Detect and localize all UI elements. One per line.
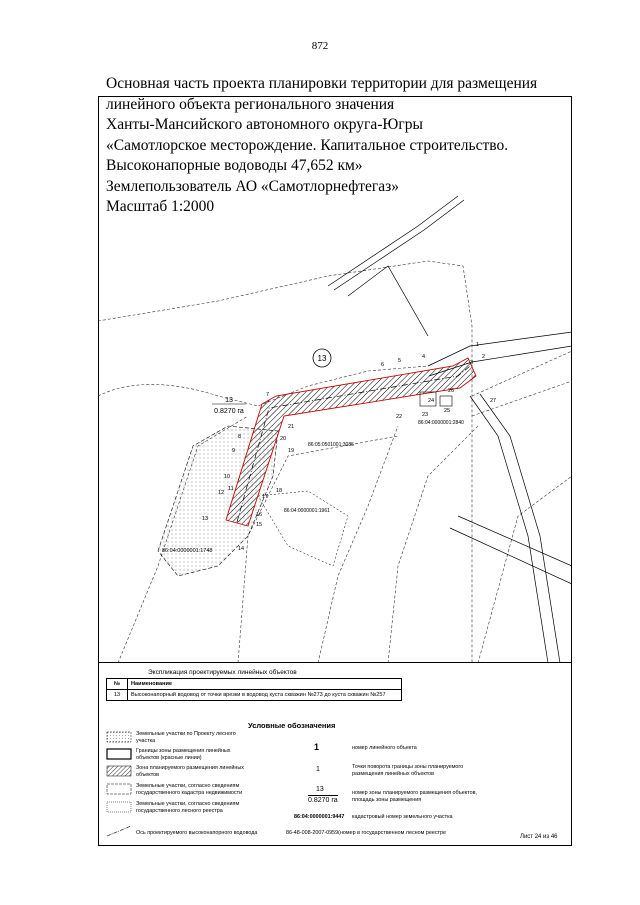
- map-divider: [98, 662, 572, 663]
- point-label: 22: [396, 414, 403, 420]
- legend-right-symbol-2b: 0.8270 га: [308, 797, 338, 804]
- point-label: 12: [218, 490, 225, 496]
- header-name: Наименование: [128, 679, 402, 690]
- parcel-label-3085: 86:05:0501001:3085: [308, 442, 354, 448]
- legend-right-text-1: Точки поворота границы зоны планируемого размещения линейных объектов: [352, 764, 464, 777]
- row-name: Высоконапорный водовод от точки врезки в водовод куста скважин №273 до куста скважин №257: [128, 690, 402, 701]
- legend-swatch-zone: [106, 765, 132, 777]
- legend-right-divider: [308, 795, 338, 796]
- heading-line: Высоконапорные водоводы 47,652 км»: [106, 157, 363, 174]
- legend-swatch-forest: [106, 731, 132, 743]
- legend-swatch-cadastre: [106, 783, 132, 795]
- explication-title: Экспликация проектируемых линейных объектов: [148, 669, 297, 676]
- point-label: 17: [262, 494, 269, 500]
- legend-swatch-axis: [106, 825, 132, 837]
- legend-left-3: Земельные участки, согласно сведениям государственного кадастра недвижимости: [136, 783, 243, 796]
- sheet-number: Лист 24 из 46: [520, 834, 558, 840]
- parcel-label-2840: 86:04:0000001:2840: [418, 420, 464, 426]
- point-label: 20: [280, 436, 287, 442]
- legend-right-text-2: номер зоны планируемого размещения объектов, площадь зоны размещения: [352, 790, 477, 803]
- legend-left-1: Границы зоны размещения линейных объектов (красные линии): [136, 748, 231, 761]
- legend-right-symbol-1: 1: [316, 766, 320, 773]
- point-label: 5: [398, 358, 402, 364]
- point-label: 7: [266, 392, 270, 398]
- point-label: 25: [444, 408, 451, 414]
- zone-label-area: 0.8270 га: [214, 408, 244, 415]
- point-label: 18: [276, 488, 283, 494]
- road-corridors: [328, 196, 572, 663]
- background-parcels: [98, 261, 572, 663]
- legend-left-0: Земельные участки по Проекту лесного участка: [136, 731, 236, 744]
- legend-swatch-border: [106, 748, 132, 760]
- legend-right-symbol-3: 86:04:0000001:9447: [294, 814, 345, 820]
- legend-right-text-0: номер линейного объекта: [352, 745, 417, 751]
- legend-right-symbol-2: 13: [316, 786, 324, 793]
- legend-left-5: Ось проектируемого высоконапорного водовода: [136, 830, 258, 836]
- point-label: 23: [422, 412, 429, 418]
- legend-left-2: Зона планируемого размещения линейных объектов: [136, 765, 244, 778]
- point-label: 26: [448, 388, 455, 394]
- zone-label-number: 13: [225, 397, 233, 404]
- header-num: №: [107, 679, 128, 690]
- row-num: 13: [107, 690, 128, 701]
- point-label: 2: [482, 354, 486, 360]
- legend-right-symbol-0: 1: [314, 742, 320, 752]
- point-label: 11: [228, 486, 234, 492]
- point-label: 24: [428, 398, 435, 404]
- legend-swatch-forest-registry: [106, 801, 132, 813]
- table-row: [107, 690, 402, 701]
- point-label: 21: [288, 424, 295, 430]
- point-label: 19: [288, 448, 295, 454]
- legend-right-text-3: кадастровый номер земельного участка: [352, 814, 453, 820]
- point-label: 15: [256, 522, 263, 528]
- legend-bottom-right: 86-48-008-2007-0959(номер в государственном лесном реестре: [286, 830, 446, 836]
- table-header-row: [107, 679, 402, 690]
- heading-line: линейного объекта регионального значения: [106, 95, 395, 113]
- parcel-3085: [258, 491, 348, 566]
- point-label: 9: [232, 448, 236, 454]
- point-label: 4: [422, 354, 426, 360]
- point-label: 10: [224, 474, 231, 480]
- parcel-label-1748: 86:04:0000001:1748: [162, 548, 213, 554]
- point-label: 14: [238, 546, 245, 552]
- heading-line: Основная часть проекта планировки территории для размещения: [106, 75, 538, 92]
- point-label: 16: [256, 512, 263, 518]
- point-label: 27: [490, 398, 497, 404]
- legend-left-4: Земельные участки, согласно сведениям государственного лесного реестра: [136, 801, 240, 814]
- point-label: 3: [470, 360, 474, 366]
- legend-title: Условные обозначения: [248, 721, 336, 730]
- parcel-label-1961: 86:04:0000001:1961: [284, 508, 330, 514]
- page-number: 872: [311, 40, 329, 52]
- zone-number-circle-label: 13: [317, 354, 327, 363]
- point-label: 1: [476, 342, 480, 348]
- heading-line: Масштаб 1:2000: [106, 198, 215, 215]
- heading-line: «Самотлорское месторождение. Капитальное строительство.: [106, 136, 509, 154]
- heading-line: Землепользователь АО «Самотлорнефтегаз»: [106, 177, 400, 195]
- point-label: 6: [381, 362, 385, 368]
- point-label: 8: [238, 434, 242, 440]
- explication-table: [106, 678, 402, 701]
- document-heading: [106, 74, 576, 218]
- heading-line: Ханты-Мансийского автономного округа-Югры: [106, 116, 423, 133]
- point-label: 13: [202, 516, 209, 522]
